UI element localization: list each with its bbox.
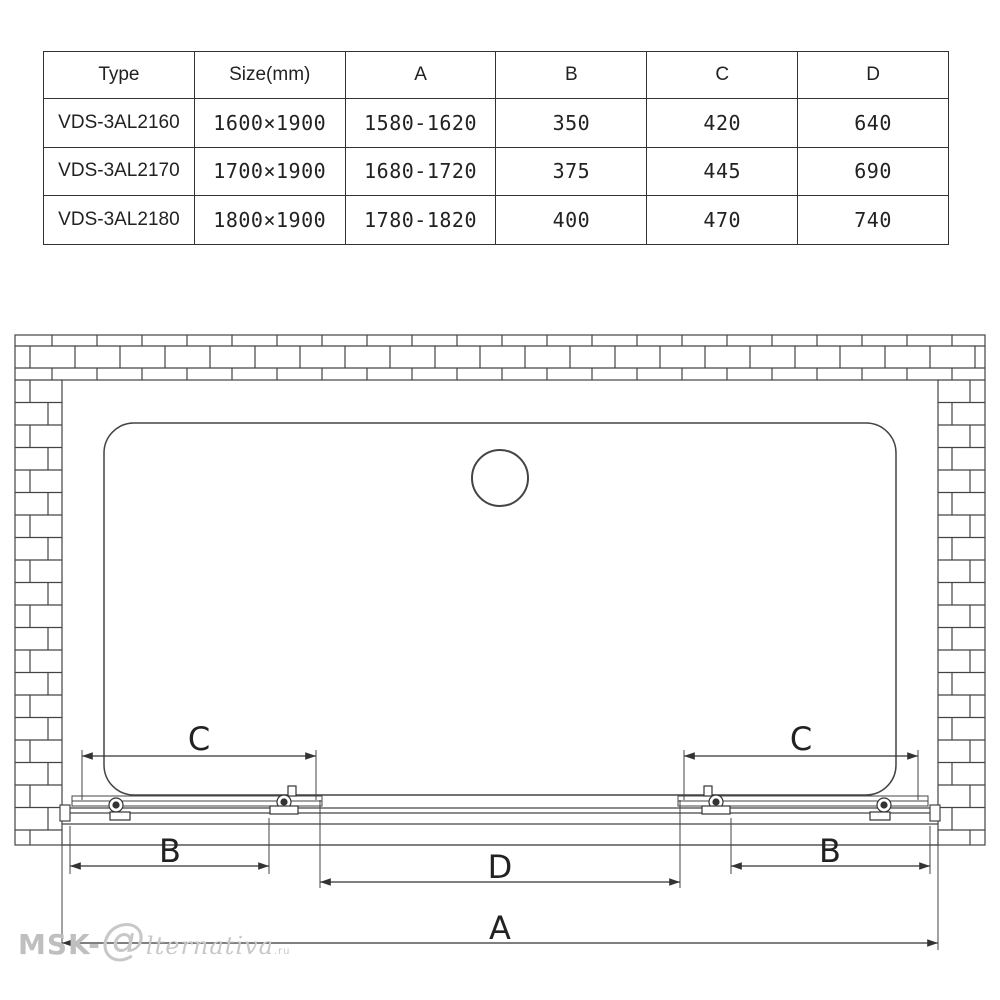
cell-d: 690 [798,147,949,196]
drain-icon [472,450,528,506]
dimension-b-right [731,818,930,874]
dimension-c-left [82,720,316,800]
watermark-rest: lternativa [145,932,274,960]
label-c-left: C [187,720,211,758]
watermark-tld: .ru [273,946,291,957]
label-b-left: B [159,832,181,870]
cell-b: 350 [496,99,647,148]
roller-fittings [109,786,891,820]
cell-b: 375 [496,147,647,196]
watermark-logo [18,914,291,965]
label-a: A [489,909,511,947]
cell-d: 740 [798,196,949,245]
cell-a: 1580-1620 [345,99,496,148]
cell-c: 445 [647,147,798,196]
cell-c: 470 [647,196,798,245]
cell-d: 640 [798,99,949,148]
cell-c: 420 [647,99,798,148]
cell-size: 1600×1900 [194,99,345,148]
door-rail [60,805,940,824]
dimension-c-right [684,720,918,800]
cell-size: 1700×1900 [194,147,345,196]
brick-wall [15,335,985,845]
cell-b: 400 [496,196,647,245]
header-size: Size(mm) [194,52,345,99]
header-a: A [345,52,496,99]
cell-type: VDS-3AL2170 [44,147,195,196]
header-b: B [496,52,647,99]
watermark-at-icon: @ [100,914,146,965]
label-b-right: B [819,832,841,870]
shower-tray [104,423,896,795]
dimension-b-left [70,818,269,874]
cell-a: 1680-1720 [345,147,496,196]
header-type: Type [44,52,195,99]
label-c-right: C [789,720,813,758]
cell-a: 1780-1820 [345,196,496,245]
header-d: D [798,52,949,99]
watermark-prefix: MSK- [18,928,101,961]
label-d: D [487,848,513,886]
cell-type: VDS-3AL2180 [44,196,195,245]
cell-size: 1800×1900 [194,196,345,245]
header-c: C [647,52,798,99]
cell-type: VDS-3AL2160 [44,99,195,148]
